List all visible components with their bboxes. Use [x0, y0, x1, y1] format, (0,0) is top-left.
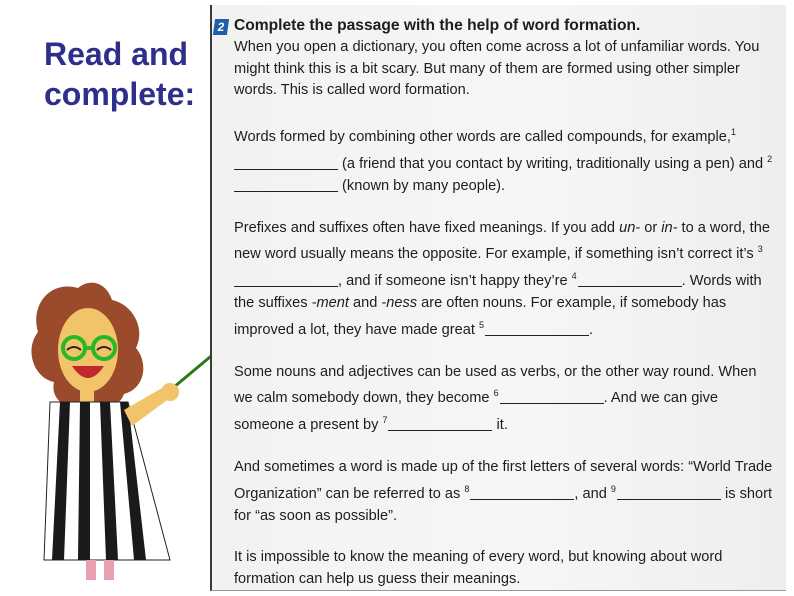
- blank-3[interactable]: [234, 274, 338, 287]
- blank-number-4: 4: [571, 271, 577, 282]
- blank-9[interactable]: [617, 487, 721, 500]
- blank-number-8: 8: [464, 483, 470, 494]
- paragraph-affixes: Prefixes and suffixes often have fixed meanings. If you add un- or in- to a word, the new word usually means the opposite. For example, if something isn’t correct it’s $^3$, and if someone isn’t happy they’re $^4$ . Words with the suffixes -ment and -ness are often nouns. For example, if somebody has improved a lot, they have made great $^5$ .: [234, 219, 770, 338]
- paragraph-conclusion: It is impossible to know the meaning of every word, but knowing about word formation can help us guess their meanings.: [234, 549, 723, 588]
- blank-number-5: 5: [479, 319, 485, 330]
- paragraph-compounds: Words formed by combining other words are called compounds, for example,$^1$ (a friend that you contact by writing, traditionally using a pen) and $^2$ (known by many people).: [234, 127, 773, 194]
- paragraph-conversion: Some nouns and adjectives can be used as verbs, or the other way round. When we calm somebody down, they become $^6$ . And we can give someone a present by $^7$ it.: [234, 363, 757, 434]
- blank-number-9: 9: [610, 483, 616, 494]
- exercise-heading: Complete the passage with the help of word formation.: [234, 17, 641, 34]
- paragraph-acronyms: And sometimes a word is made up of the first letters of several words: “World Trade Organization” can be referred to as $^8$ , and $^9$ is short for “as soon as possible”.: [234, 458, 773, 524]
- title-line-1: Read and: [44, 36, 189, 72]
- blank-1[interactable]: [234, 157, 338, 170]
- slide-title: [44, 34, 195, 114]
- blank-2[interactable]: [234, 179, 338, 192]
- blank-5[interactable]: [485, 323, 589, 336]
- exercise-page: [216, 15, 779, 591]
- blank-number-1: 1: [730, 127, 736, 138]
- teacher-cartoon-illustration: [20, 270, 220, 590]
- exercise-number-badge: 2: [213, 19, 229, 35]
- blank-8[interactable]: [470, 487, 574, 500]
- blank-7[interactable]: [388, 418, 492, 431]
- paragraph-intro: When you open a dictionary, you often come across a lot of unfamiliar words. You might think this is a bit scary. But many of them are formed using other simpler words. This is called word formation.: [234, 38, 760, 99]
- textbook-scan: [210, 5, 786, 591]
- blank-number-7: 7: [382, 415, 388, 426]
- blank-number-2: 2: [767, 153, 773, 164]
- blank-number-6: 6: [493, 388, 499, 399]
- hand: [161, 383, 179, 401]
- blank-number-3: 3: [757, 244, 763, 255]
- title-line-2: complete:: [44, 76, 196, 112]
- blank-6[interactable]: [500, 391, 604, 404]
- blank-4[interactable]: [578, 274, 682, 287]
